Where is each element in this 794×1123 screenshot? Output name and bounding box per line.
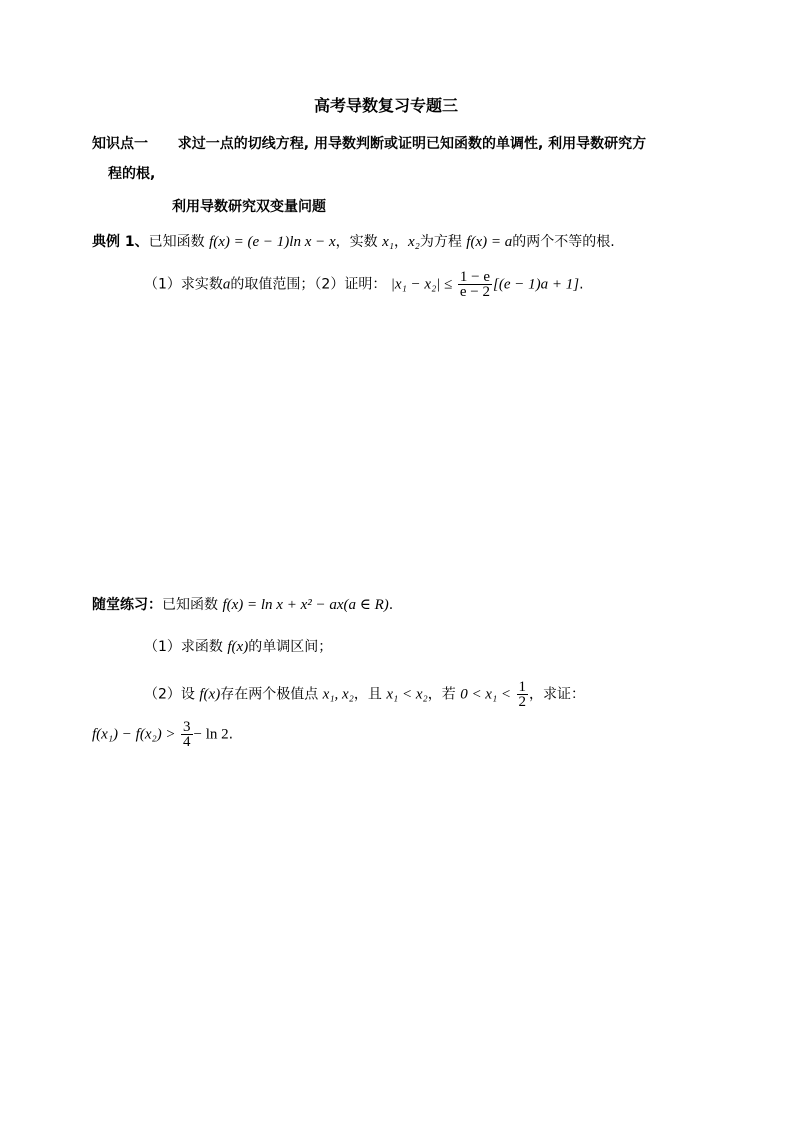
example-1-ineq-left: |x₁ − x₂| ≤ <box>390 276 453 293</box>
practice-q2-and: ，且 <box>353 686 382 703</box>
fraction-denominator: 2 <box>518 694 527 710</box>
example-1-x2: x₂ <box>407 234 420 250</box>
practice-q2-f: f(x) <box>199 686 221 703</box>
practice-q2-prove: ，求证： <box>529 686 586 703</box>
fraction-numerator: 3 <box>183 719 191 735</box>
example-1-equation: f(x) = a <box>466 234 513 250</box>
practice-conclusion-fraction <box>181 720 193 749</box>
practice-statement <box>92 595 393 615</box>
practice-q2-pre: （2）设 <box>144 686 195 703</box>
practice-q2-mid: 存在两个极值点 <box>220 686 319 703</box>
practice-q1-f: f(x) <box>227 639 249 655</box>
knowledge-text-1: 求过一点的切线方程, 用导数判断或证明已知函数的单调性, 利用导数研究方 <box>177 136 647 152</box>
knowledge-point-line-3: 利用导数研究双变量问题 <box>172 199 326 215</box>
page-title: 高考导数复习专题三 <box>314 96 459 115</box>
fraction-numerator: 1 <box>518 679 527 695</box>
practice-q2 <box>144 680 585 709</box>
example-1-comma: ， <box>393 234 408 250</box>
fraction-denominator: 4 <box>183 734 191 750</box>
example-1-questions <box>144 270 584 299</box>
practice-period: . <box>388 597 394 613</box>
example-1-x1: x₁ <box>382 234 394 250</box>
practice-half-fraction <box>517 680 529 709</box>
example-1-a: a <box>222 276 231 293</box>
practice-conclusion-end: . <box>228 726 234 743</box>
practice-q1-post: 的单调区间； <box>248 639 333 655</box>
knowledge-point-line-2: 程的根, <box>108 166 156 182</box>
example-1-text-equation: 为方程 <box>419 234 462 250</box>
fraction-numerator: 1 − e <box>459 269 490 285</box>
practice-function: f(x) = ln x + x² − ax(a ∈ R) <box>222 597 389 613</box>
practice-conclusion-left: f(x₁) − f(x₂) > <box>92 726 176 743</box>
knowledge-label: 知识点一 <box>92 136 148 152</box>
fraction-denominator: e − 2 <box>459 284 490 300</box>
practice-conclusion <box>92 720 233 749</box>
practice-q1 <box>144 637 332 657</box>
example-1-q1: （1）求实数 <box>144 276 223 293</box>
practice-q2-range: 0 < x₁ < <box>460 686 512 703</box>
example-1-statement <box>92 232 615 252</box>
practice-intro: 已知函数 <box>162 597 218 613</box>
practice-q2-if: ，若 <box>427 686 456 703</box>
practice-q2-condition: x₁ < x₂ <box>386 686 428 703</box>
example-1-ineq-right: [(e − 1)a + 1] <box>492 276 580 293</box>
example-1-text-real: ，实数 <box>335 234 378 250</box>
example-1-function: f(x) = (e − 1)ln x − x <box>209 234 336 250</box>
practice-label: 随堂练习： <box>92 597 162 613</box>
practice-conclusion-right: − ln 2 <box>193 726 229 743</box>
example-1-end: 的两个不等的根. <box>512 234 615 250</box>
example-1-q1-end: 的取值范围；（2）证明： <box>230 276 387 293</box>
practice-q2-points: x₁, x₂ <box>322 686 354 703</box>
knowledge-point-line-1 <box>92 134 646 154</box>
example-1-fraction <box>458 270 492 299</box>
example-1-intro: 已知函数 <box>148 234 205 250</box>
example-1-label: 典例 1、 <box>92 234 149 250</box>
practice-q1-pre: （1）求函数 <box>144 639 223 655</box>
example-1-period: . <box>579 276 584 293</box>
